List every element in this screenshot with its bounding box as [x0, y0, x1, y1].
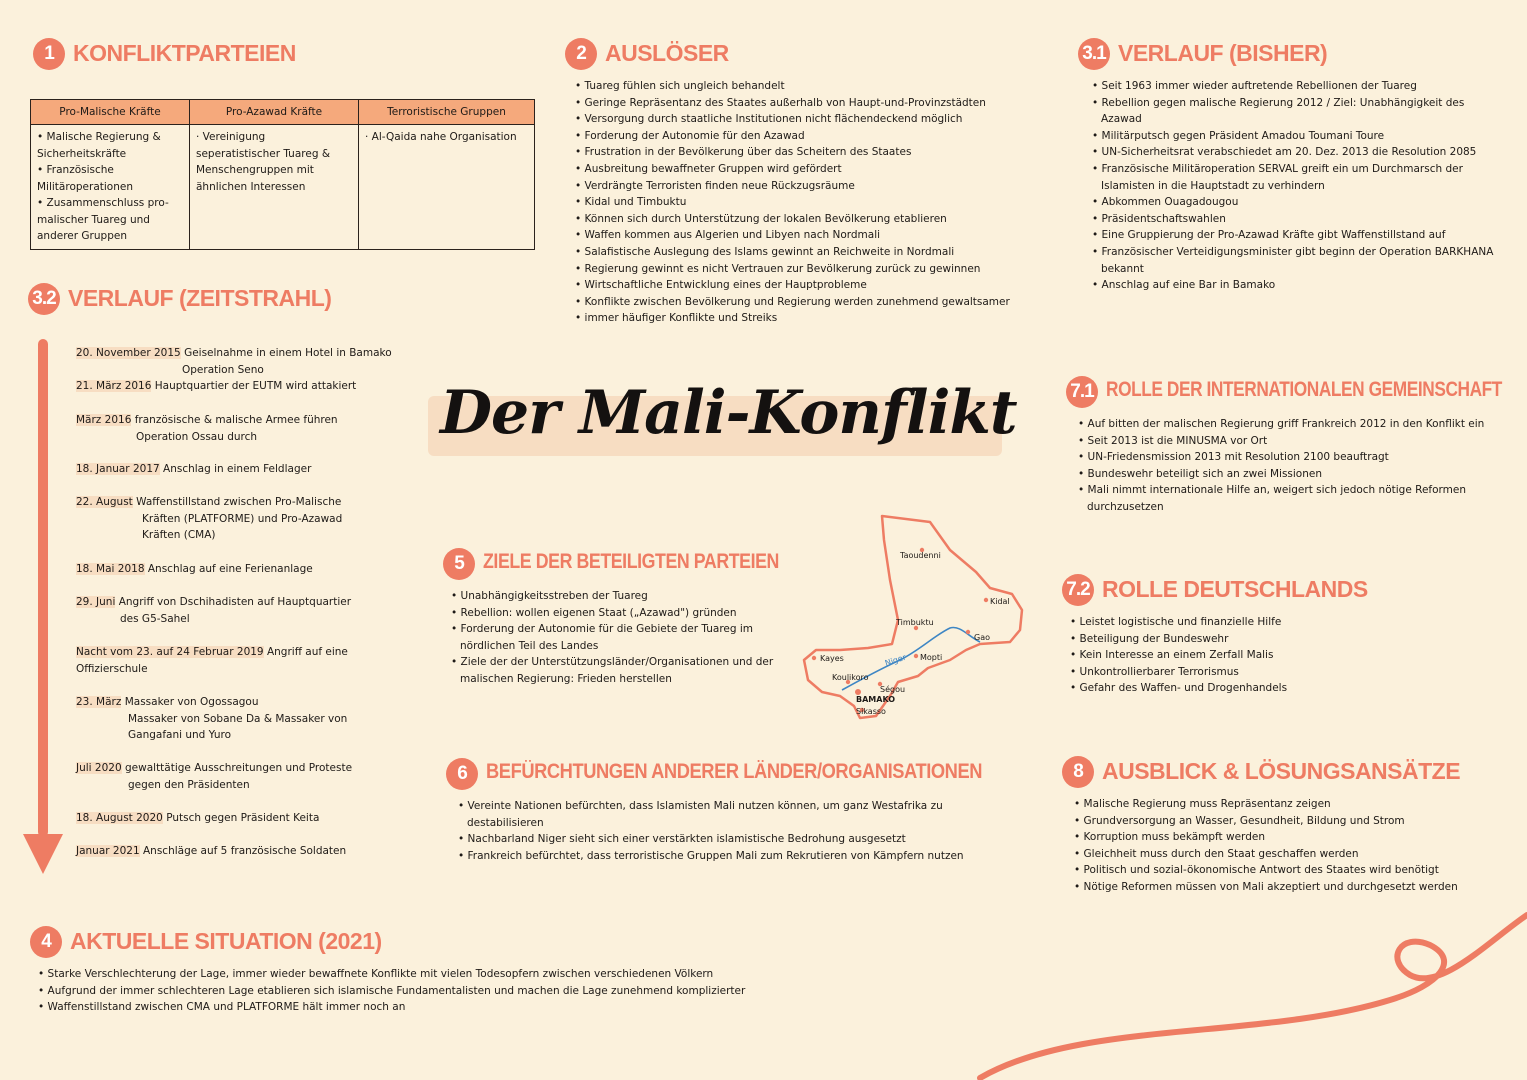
list-item: • Präsidentschaftswahlen	[1092, 211, 1498, 228]
table-header: Pro-Malische Kräfte	[31, 100, 190, 125]
section-number: 2	[565, 38, 597, 70]
city-label: BAMAKO	[856, 695, 896, 704]
section-zeitstrahl	[28, 283, 448, 323]
list-item: • Forderung der Autonomie für den Azawad	[575, 128, 1045, 145]
event-text: Hauptquartier der EUTM wird attakiert	[154, 380, 357, 392]
section-konfliktparteien	[33, 38, 533, 78]
befuerchtungen-list	[458, 798, 986, 864]
section-heading: ZIELE DER BETEILIGTEN PARTEIEN	[483, 550, 779, 573]
city-label: Mopti	[920, 653, 943, 662]
list-item: • Seit 1963 immer wieder auftretende Rebellionen der Tuareg	[1092, 78, 1498, 95]
ziele-list	[451, 588, 783, 688]
parties-table	[30, 99, 535, 250]
list-item: • Starke Verschlechterung der Lage, immer wieder bewaffnete Konflikte mit vielen Todesopfern zwischen verschiedenen Völkern	[38, 966, 850, 983]
section-aktuelle-situation	[30, 926, 850, 1016]
list-item: • Anschlag auf eine Bar in Bamako	[1092, 277, 1498, 294]
section-heading: KONFLIKTPARTEIEN	[73, 40, 296, 66]
section-number: 1	[33, 38, 65, 70]
list-item: • Versorgung durch staatliche Institutionen nicht flächendeckend möglich	[575, 111, 1045, 128]
table-cell: · Vereinigung seperatistischer Tuareg & Menschengruppen mit ähnlichen Interessen	[190, 125, 359, 250]
list-item: • Gefahr des Waffen- und Drogenhandels	[1070, 680, 1502, 697]
list-item: • Bundeswehr beteiligt sich an zwei Missionen	[1078, 466, 1506, 483]
section-number: 7.1	[1066, 376, 1098, 408]
list-item: • immer häufiger Konflikte und Streiks	[575, 310, 1045, 327]
event-date: 18. Januar 2017	[76, 463, 160, 475]
ausloeser-list	[575, 78, 1045, 327]
table-header: Terroristische Gruppen	[359, 100, 535, 125]
timeline-event	[76, 461, 406, 478]
section-number: 4	[30, 926, 62, 958]
section-heading: ROLLE DER INTERNATIONALEN GEMEINSCHAFT	[1106, 378, 1502, 401]
list-item: • UN-Sicherheitsrat verabschiedet am 20. Dez. 2013 die Resolution 2085	[1092, 144, 1498, 161]
section-ziele	[443, 548, 783, 688]
section-number: 6	[446, 758, 478, 790]
list-item: • Seit 2013 ist die MINUSMA vor Ort	[1078, 433, 1506, 450]
event-date: 29. Juni	[76, 596, 116, 608]
timeline-event	[76, 810, 406, 827]
section-befuerchtungen	[446, 758, 986, 864]
list-item: • Rebellion gegen malische Regierung 2012 / Ziel: Unabhängigkeit des Azawad	[1092, 95, 1498, 128]
list-item: • Unkontrollierbarer Terrorismus	[1070, 664, 1502, 681]
section-ausloeser	[565, 38, 1045, 327]
city-label: Taoudenni	[900, 551, 941, 560]
timeline-arrow	[38, 339, 48, 837]
section-heading: VERLAUF (ZEITSTRAHL)	[68, 285, 332, 311]
event-date: 23. März	[76, 696, 122, 708]
list-item: • Frustration in der Bevölkerung über das Scheitern des Staates	[575, 144, 1045, 161]
section-number: 5	[443, 548, 475, 580]
event-date: 22. August	[76, 496, 133, 508]
event-date: Januar 2021	[76, 845, 140, 857]
event-text: Anschlag in einem Feldlager	[163, 463, 312, 475]
list-item: • Kein Interesse an einem Zerfall Malis	[1070, 647, 1502, 664]
city-label: Sikasso	[856, 707, 886, 716]
decorative-swirl	[960, 900, 1527, 1080]
city-label: Kidal	[990, 597, 1010, 606]
list-item: • Korruption muss bekämpft werden	[1074, 829, 1502, 846]
event-text-cont: Massaker von Sobane Da & Massaker von Gangafani und Yuro	[128, 712, 348, 742]
section-heading: ROLLE DEUTSCHLANDS	[1102, 576, 1368, 602]
timeline-event	[76, 494, 376, 544]
verlauf-list	[1092, 78, 1498, 294]
table-header: Pro-Azawad Kräfte	[190, 100, 359, 125]
timeline-event	[76, 694, 376, 744]
event-date: 18. August 2020	[76, 812, 163, 824]
section-ausblick	[1062, 756, 1502, 896]
city-label: Timbuktu	[896, 618, 934, 627]
event-text: Geiselnahme in einem Hotel in Bamako	[184, 347, 392, 359]
list-item: • Nachbarland Niger sieht sich einer verstärkten islamistische Bedrohung ausgesetzt	[458, 831, 986, 848]
list-item: • Forderung der Autonomie für die Gebiete der Tuareg im nördlichen Teil des Landes	[451, 621, 783, 654]
page-title: Der Mali-Konflikt	[440, 378, 1017, 448]
section-number: 3.1	[1078, 38, 1110, 70]
list-item: • Tuareg fühlen sich ungleich behandelt	[575, 78, 1045, 95]
list-item: • Gleichheit muss durch den Staat geschaffen werden	[1074, 846, 1502, 863]
list-item: • Salafistische Auslegung des Islams gewinnt an Reichweite in Nordmali	[575, 244, 1045, 261]
event-text: Anschläge auf 5 französische Soldaten	[143, 845, 347, 857]
event-date: März 2016	[76, 414, 132, 426]
river-label: Niger	[883, 652, 908, 668]
timeline-event	[76, 644, 386, 677]
list-item: • Regierung gewinnt es nicht Vertrauen zur Bevölkerung zurück zu gewinnen	[575, 261, 1045, 278]
timeline-event	[76, 412, 376, 445]
list-item: • Konflikte zwischen Bevölkerung und Regierung werden zunehmend gewaltsamer	[575, 294, 1045, 311]
list-item: • Ausbreitung bewaffneter Gruppen wird gefördert	[575, 161, 1045, 178]
section-number: 7.2	[1062, 574, 1094, 606]
list-item: • Leistet logistische und finanzielle Hilfe	[1070, 614, 1502, 631]
list-item: • Waffen kommen aus Algerien und Libyen nach Nordmali	[575, 227, 1045, 244]
list-item: • Politisch und sozial-ökonomische Antwort des Staates wird benötigt	[1074, 862, 1502, 879]
international-list	[1078, 416, 1506, 516]
event-text-cont: Kräften (PLATFORME) und Pro-Azawad Kräften (CMA)	[142, 512, 343, 542]
city-label: Gao	[974, 633, 990, 642]
list-item: • Ziele der der Unterstützungsländer/Organisationen und der malischen Regierung: Frieden herstellen	[451, 654, 783, 687]
event-text: Anschlag auf eine Ferienanlage	[147, 563, 313, 575]
list-item: • Auf bitten der malischen Regierung griff Frankreich 2012 in den Konflikt ein	[1078, 416, 1506, 433]
event-text-cont: des G5-Sahel	[120, 612, 190, 625]
section-number: 8	[1062, 756, 1094, 788]
deutschland-list	[1070, 614, 1502, 697]
section-heading: VERLAUF (BISHER)	[1118, 40, 1328, 66]
list-item: • Können sich durch Unterstützung der lokalen Bevölkerung etablieren	[575, 211, 1045, 228]
section-heading: AKTUELLE SITUATION (2021)	[70, 928, 382, 954]
list-item: • Aufgrund der immer schlechteren Lage etablieren sich islamische Fundamentalisten und machen die Lage zunehmend komplizierter	[38, 983, 850, 1000]
event-text: Massaker von Ogossagou	[124, 696, 259, 708]
list-item: • Grundversorgung an Wasser, Gesundheit, Bildung und Strom	[1074, 813, 1502, 830]
section-heading: AUSBLICK & LÖSUNGSANSÄTZE	[1102, 758, 1461, 784]
list-item: • Frankreich befürchtet, dass terroristische Gruppen Mali zum Rekrutieren von Kämpfern nutzen	[458, 848, 986, 865]
event-text: Angriff auf eine Offizierschule	[76, 646, 348, 675]
event-text: Angriff von Dschihadisten auf Hauptquartier	[118, 596, 352, 608]
list-item: • Verdrängte Terroristen finden neue Rückzugsräume	[575, 178, 1045, 195]
list-item: • Französische Militäroperation SERVAL greift ein um Durchmarsch der Islamisten in die Hauptstadt zu verhindern	[1092, 161, 1498, 194]
section-heading: BEFÜRCHTUNGEN ANDERER LÄNDER/ORGANISATIONEN	[486, 760, 983, 783]
section-number: 3.2	[28, 283, 60, 315]
list-item: • Nötige Reformen müssen von Mali akzeptiert und durchgesetzt werden	[1074, 879, 1502, 896]
list-item: • Französischer Verteidigungsminister gibt beginn der Operation BARKHANA bekannt	[1092, 244, 1498, 277]
ausblick-list	[1074, 796, 1502, 896]
list-item: • Eine Gruppierung der Pro-Azawad Kräfte gibt Waffenstillstand auf	[1092, 227, 1498, 244]
mali-map	[800, 510, 1032, 725]
event-text-cont: Operation Seno	[182, 363, 264, 376]
timeline-arrow-head	[23, 834, 63, 874]
event-text: Putsch gegen Präsident Keita	[166, 812, 320, 824]
section-rolle-deutschland	[1062, 574, 1502, 697]
list-item: • UN-Friedensmission 2013 mit Resolution 2100 beauftragt	[1078, 449, 1506, 466]
event-date: 21. März 2016	[76, 380, 152, 392]
list-item: • Militärputsch gegen Präsident Amadou Toumani Toure	[1092, 128, 1498, 145]
table-cell: • Malische Regierung & Sicherheitskräfte • Französische Militäroperationen • Zusammenschluss pro-malischer Tuareg und anderer Gruppen	[31, 125, 190, 250]
event-date: Juli 2020	[76, 762, 122, 774]
list-item: • Waffenstillstand zwischen CMA und PLATFORME hält immer noch an	[38, 999, 850, 1016]
table-cell: · Al-Qaida nahe Organisation	[359, 125, 535, 250]
event-text: französische & malische Armee führen	[134, 414, 338, 426]
list-item: • Kidal und Timbuktu	[575, 194, 1045, 211]
timeline-event	[76, 760, 396, 793]
list-item: • Beteiligung der Bundeswehr	[1070, 631, 1502, 648]
timeline-event	[76, 345, 406, 378]
list-item: • Mali nimmt internationale Hilfe an, weigert sich jedoch nötige Reformen durchzusetzen	[1078, 482, 1506, 515]
event-text: Waffenstillstand zwischen Pro-Malische	[136, 496, 342, 508]
city-label: Kayes	[820, 654, 844, 663]
section-rolle-international	[1066, 376, 1506, 516]
section-verlauf-bisher	[1078, 38, 1498, 294]
event-date: Nacht vom 23. auf 24 Februar 2019	[76, 646, 264, 658]
event-text-cont: Operation Ossau durch	[136, 430, 258, 443]
list-item: • Abkommen Ouagadougou	[1092, 194, 1498, 211]
situation-list	[38, 966, 850, 1016]
timeline-event	[76, 843, 406, 860]
list-item: • Wirtschaftliche Entwicklung eines der Hauptprobleme	[575, 277, 1045, 294]
event-date: 18. Mai 2018	[76, 563, 145, 575]
timeline-event	[76, 378, 406, 395]
event-text-cont: gegen den Präsidenten	[128, 778, 250, 791]
event-text: gewalttätige Ausschreitungen und Proteste	[125, 762, 353, 774]
event-date: 20. November 2015	[76, 347, 181, 359]
list-item: • Malische Regierung muss Repräsentanz zeigen	[1074, 796, 1502, 813]
list-item: • Unabhängigkeitsstreben der Tuareg	[451, 588, 783, 605]
section-heading: AUSLÖSER	[605, 40, 729, 66]
list-item: • Geringe Repräsentanz des Staates außerhalb von Haupt-und-Provinzstädten	[575, 95, 1045, 112]
city-label: Ségou	[880, 685, 906, 694]
timeline-event	[76, 594, 396, 627]
timeline-event	[76, 561, 406, 578]
city-label: Koulikoro	[832, 673, 869, 682]
list-item: • Rebellion: wollen eigenen Staat („Azawad") gründen	[451, 605, 783, 622]
list-item: • Vereinte Nationen befürchten, dass Islamisten Mali nutzen können, um ganz Westafrika zu destabilisieren	[458, 798, 986, 831]
